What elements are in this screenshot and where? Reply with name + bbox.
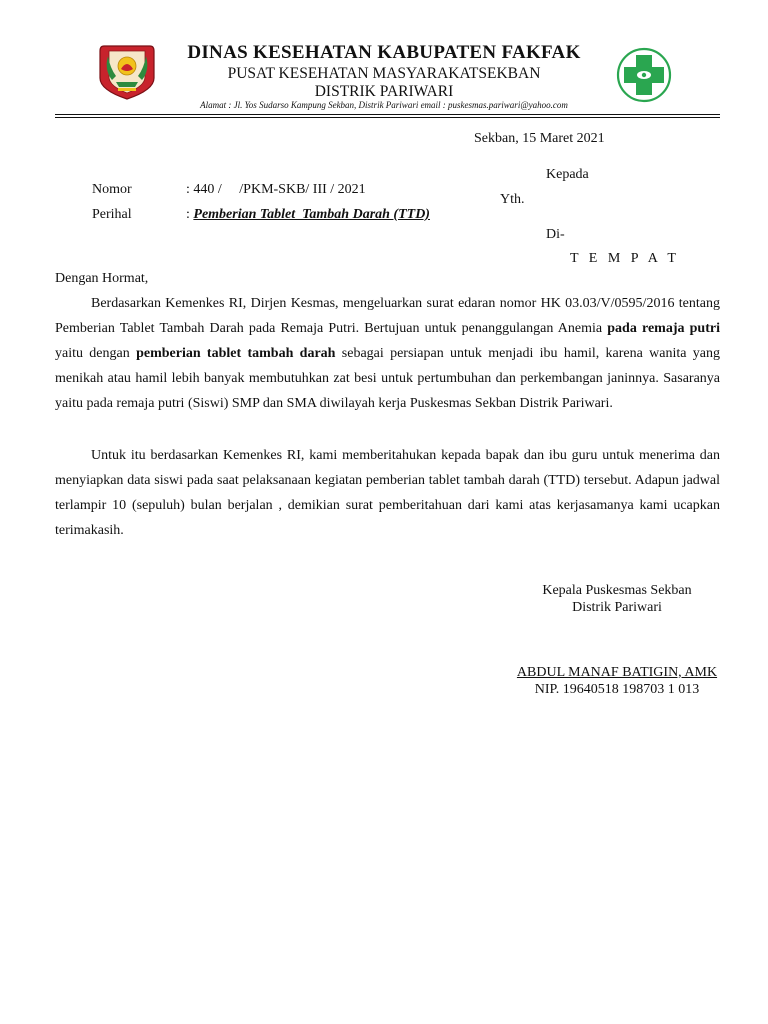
letterhead-rule-thick: [55, 114, 720, 115]
signature-name: ABDUL MANAF BATIGIN, AMK: [516, 665, 718, 680]
letterhead-puskesmas: PUSAT KESEHATAN MASYARAKATSEKBAN: [227, 65, 541, 82]
paragraph-1-bold-remaja: pada remaja putri: [607, 321, 720, 336]
perihal-label: Perihal: [92, 207, 132, 222]
letterhead-address: Alamat : Jl. Yos Sudarso Kampung Sekban, Distrik Pariwari email : puskesmas.pariwari@yahoo.com: [200, 100, 568, 110]
letter-date: Sekban, 15 Maret 2021: [474, 131, 605, 146]
letterhead-agency: DINAS KESEHATAN KABUPATEN FAKFAK: [187, 42, 581, 63]
perihal-row: [186, 207, 430, 223]
recipient-di: Di-: [546, 227, 565, 242]
salutation: Dengan Hormat,: [55, 271, 149, 286]
paragraph-1-text-b: yaitu dengan: [55, 346, 137, 361]
paragraph-2: Untuk itu berdasarkan Kemenkes RI, kami memberitahukan kepada bapak dan ibu guru untuk menerima dan menyiapkan data siswi pada saat pelaksanaan kegiatan pemberian tablet tambah darah (TTD) tersebut. Adapun jadwal terlampir 10 (sepuluh) bulan berjalan , demikian surat pemberitahuan dari kami atas kerjasamanya kami ucapkan terimakasih.: [55, 448, 720, 538]
paragraph-1-text-c: sebagai persiapan untuk menjadi ibu hamil, karena wanita yang menikah atau hamil lebih banyak membutuhkan zat besi untuk pertumbuhan dan perkembangan janinnya. Sasaranya yaitu pada remaja putri (Siswi) SMP dan SMA diwilayah kerja Puskesmas Sekban Distrik Pariwari.: [55, 346, 721, 411]
signature-title-1: Kepala Puskesmas Sekban: [542, 583, 692, 598]
recipient-yth: Yth.: [500, 192, 525, 207]
paragraph-1: [55, 291, 720, 416]
paragraph-1-text-a: Berdasarkan Kemenkes RI, Dirjen Kesmas, mengeluarkan surat edaran nomor HK 03.03/V/0595/2016 tentang Pemberian Tablet Tambah Darah pada Remaja Putri. Bertujuan untuk penanggulangan Anemia: [55, 296, 720, 336]
perihal-colon: :: [186, 207, 194, 222]
letterhead-rule-thin: [55, 117, 720, 118]
letterhead-district: DISTRIK PARIWARI: [314, 83, 454, 100]
nomor-value: : 440 / /PKM-SKB/ III / 2021: [186, 182, 366, 197]
paragraph-1-bold-ttd: pemberian tablet tambah darah: [136, 346, 336, 361]
signature-title-2: Distrik Pariwari: [572, 600, 662, 615]
recipient-kepada: Kepada: [546, 167, 589, 182]
perihal-value: Pemberian Tablet Tambah Darah (TTD): [193, 207, 430, 222]
recipient-tempat: T E M P A T: [570, 251, 680, 266]
nomor-label: Nomor: [92, 182, 132, 197]
signature-nip: NIP. 19640518 198703 1 013: [534, 682, 700, 697]
